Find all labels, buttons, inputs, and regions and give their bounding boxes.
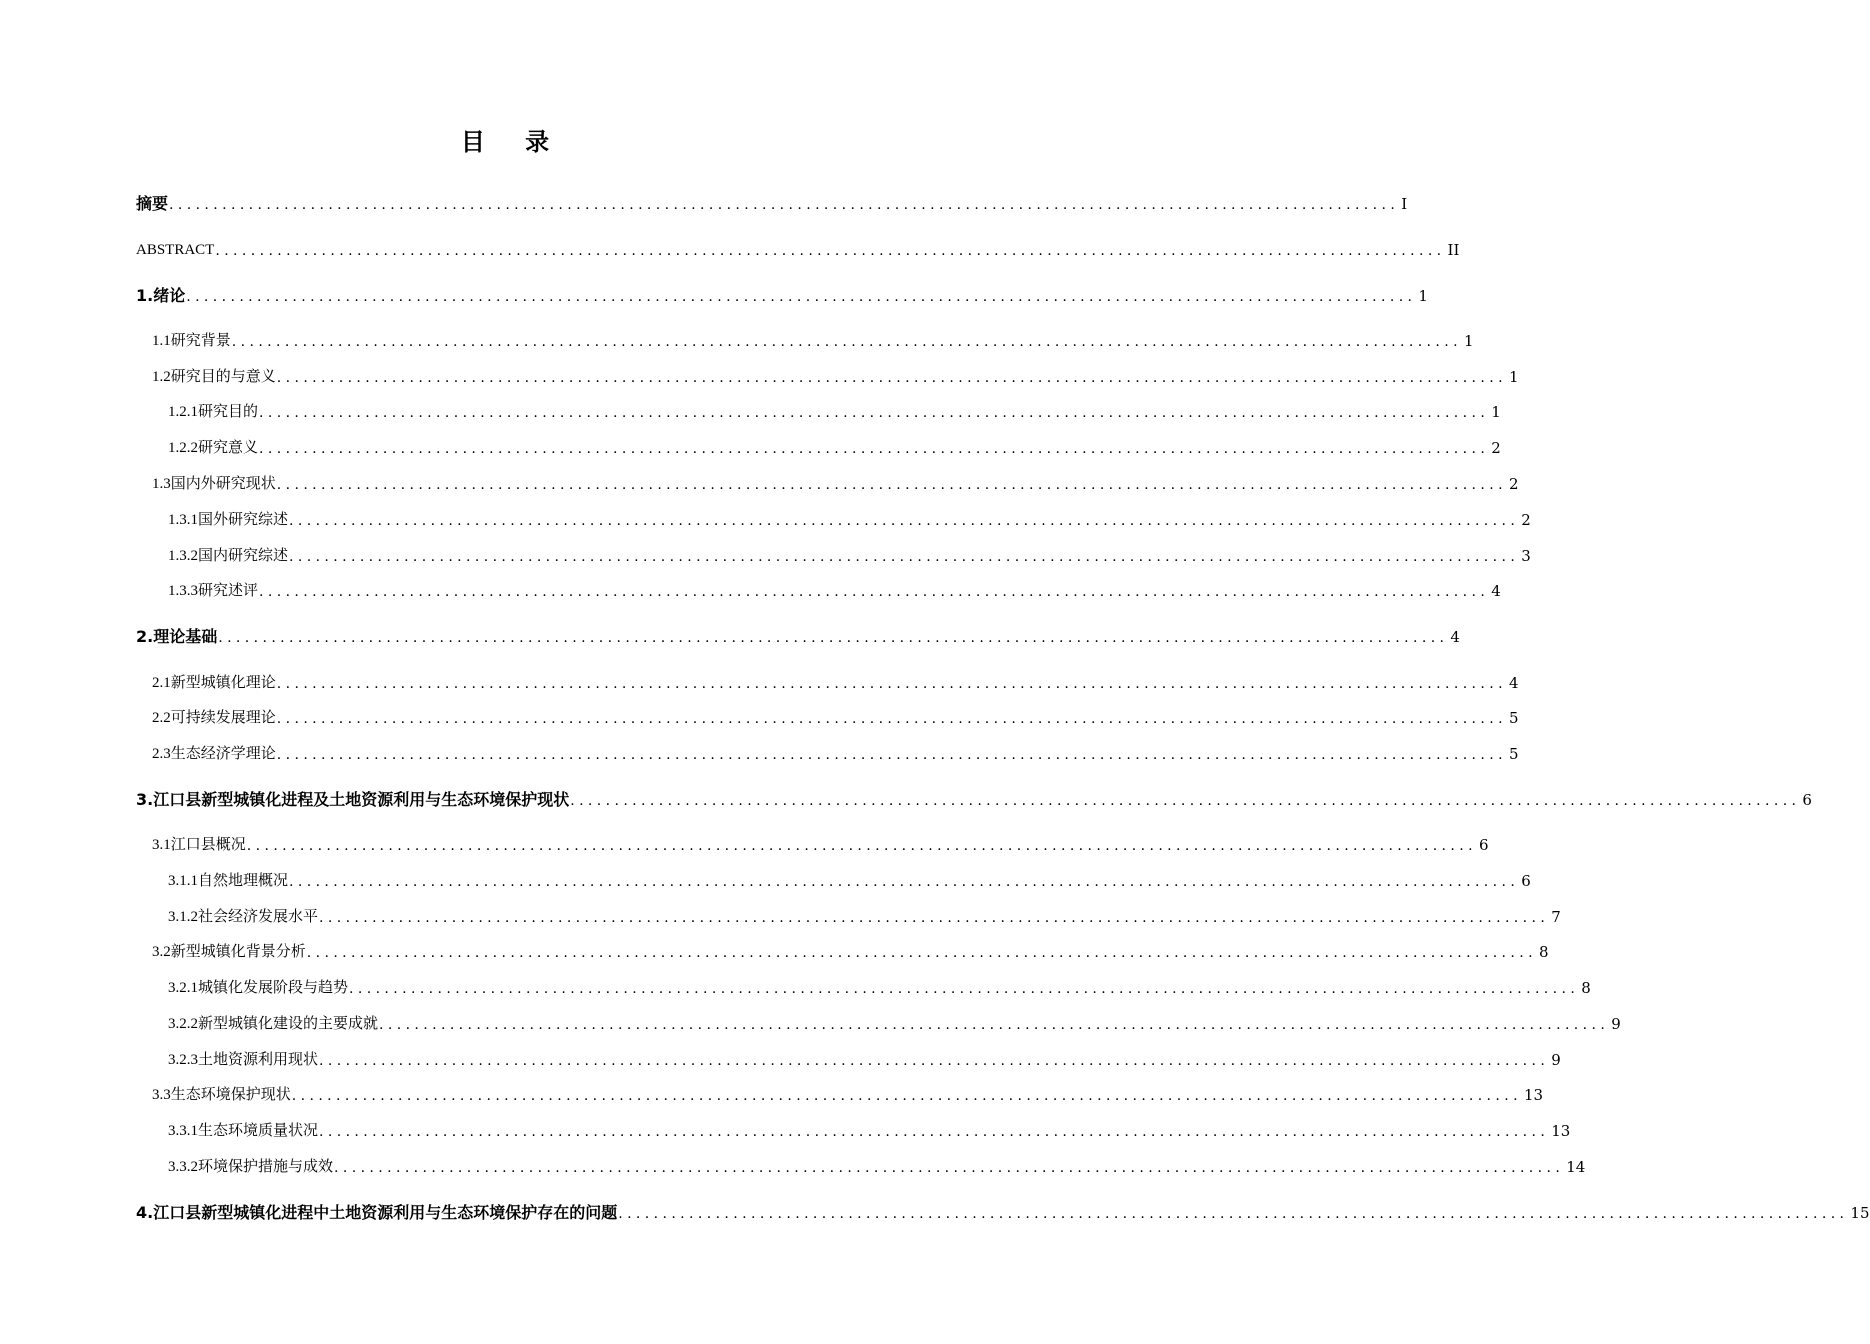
toc-dot-leader: ........................................................................................................................................... [215, 243, 1446, 259]
toc-dot-leader: ........................................................................................................................................... [289, 513, 1520, 529]
toc-page-number: 9 [1611, 1015, 1621, 1033]
toc-dot-leader: ........................................................................................................................................... [289, 549, 1520, 565]
toc-page-number: 8 [1538, 943, 1549, 961]
toc-dot-leader: ........................................................................................................................................... [276, 370, 1507, 386]
toc-entry-label: 3.2.1城镇化发展阶段与趋势 [168, 980, 349, 996]
toc-entry-label: 3.3生态环境保护现状 [152, 1087, 291, 1103]
toc-entry-label: 1.2.2研究意义 [168, 440, 259, 456]
toc-entry-label: 1.3.3研究述评 [168, 583, 259, 599]
toc-page-number: 2 [1521, 511, 1531, 529]
toc-dot-leader: ........................................................................................................................................... [334, 1160, 1565, 1176]
toc-page-number: II [1447, 241, 1460, 259]
toc-dot-leader: ........................................................................................................................................... [319, 1053, 1550, 1069]
toc-entry-label: 1.3.1国外研究综述 [168, 512, 289, 528]
toc-entry[interactable] [136, 623, 1460, 647]
toc-entry[interactable] [152, 1081, 1544, 1105]
toc-entry[interactable] [152, 669, 1519, 693]
toc-entry[interactable] [168, 1010, 1621, 1034]
toc-dot-leader: ........................................................................................................................................... [186, 289, 1417, 305]
toc-dot-leader: ........................................................................................................................................... [618, 1206, 1849, 1222]
toc-page-number: 13 [1551, 1122, 1571, 1140]
toc-page-number: 6 [1521, 872, 1531, 890]
toc-dot-leader: ........................................................................................................................................... [276, 747, 1507, 763]
toc-dot-leader: ........................................................................................................................................... [319, 1124, 1550, 1140]
toc-dot-leader: ........................................................................................................................................... [246, 838, 1477, 854]
toc-page-number: 6 [1478, 836, 1489, 854]
toc-entry[interactable] [152, 938, 1549, 962]
toc-entry[interactable] [168, 434, 1501, 458]
toc-entry[interactable] [168, 1117, 1571, 1141]
toc-page-number: 2 [1508, 475, 1519, 493]
toc-entry[interactable] [168, 867, 1531, 891]
toc-dot-leader: ........................................................................................................................................... [259, 441, 1490, 457]
toc-entry-label: 1.1研究背景 [152, 333, 231, 349]
toc-entry-label: 1.3.2国内研究综述 [168, 548, 289, 564]
toc-dot-leader: ........................................................................................................................................... [306, 945, 1537, 961]
toc-dot-leader: ........................................................................................................................................... [276, 676, 1507, 692]
toc-page-number: 7 [1551, 908, 1561, 926]
toc-dot-leader: ........................................................................................................................................... [259, 405, 1490, 421]
toc-page-number: 4 [1508, 674, 1519, 692]
toc-dot-leader: ........................................................................................................................................... [169, 197, 1400, 213]
toc-entry[interactable] [152, 740, 1519, 764]
toc-entry[interactable] [168, 577, 1501, 601]
toc-page-number: 4 [1450, 628, 1460, 646]
toc-entry[interactable] [168, 398, 1501, 422]
toc-entry[interactable] [152, 470, 1519, 494]
toc-entry-label: 2.3生态经济学理论 [152, 746, 276, 762]
toc-entry-label: ABSTRACT [136, 242, 215, 258]
toc-entry[interactable] [168, 542, 1531, 566]
toc-entry-label: 3.3.1生态环境质量状况 [168, 1123, 319, 1139]
toc-dot-leader: ........................................................................................................................................... [218, 630, 1449, 646]
toc-dot-leader: ........................................................................................................................................... [289, 874, 1520, 890]
toc-page-number: I [1401, 195, 1408, 213]
toc-page-number: 1 [1508, 368, 1519, 386]
toc-entry-label: 3.江口县新型城镇化进程及土地资源利用与生态环境保护现状 [136, 790, 570, 809]
toc-entry[interactable] [152, 831, 1489, 855]
toc-dot-leader: ........................................................................................................................................... [349, 981, 1580, 997]
toc-title: 目 录 [460, 128, 566, 156]
toc-entry[interactable] [136, 786, 1812, 810]
toc-page-number: 2 [1491, 439, 1501, 457]
toc-entry-label: 4.江口县新型城镇化进程中土地资源利用与生态环境保护存在的问题 [136, 1203, 618, 1222]
toc-dot-leader: ........................................................................................................................................... [379, 1017, 1610, 1033]
toc-page-number: 5 [1508, 709, 1519, 727]
toc-page-number: 1 [1463, 332, 1474, 350]
toc-entry[interactable] [168, 506, 1531, 530]
toc-entry-label: 3.1江口县概况 [152, 837, 246, 853]
toc-entry-label: 3.1.2社会经济发展水平 [168, 909, 319, 925]
toc-page-number: 4 [1491, 582, 1501, 600]
toc-entry-label: 3.3.2环境保护措施与成效 [168, 1159, 334, 1175]
toc-page-number: 1 [1491, 403, 1501, 421]
toc-page-number: 8 [1581, 979, 1591, 997]
toc-entry[interactable] [168, 1153, 1586, 1177]
toc-entry-label: 1.2研究目的与意义 [152, 369, 276, 385]
toc-entry[interactable] [136, 282, 1428, 306]
toc-entry[interactable] [152, 327, 1474, 351]
toc-entry-label: 1.绪论 [136, 286, 186, 305]
toc-page-number: 1 [1418, 287, 1428, 305]
toc-page-number: 15 [1850, 1204, 1870, 1222]
toc-page-number: 5 [1508, 745, 1519, 763]
toc-entry[interactable] [168, 974, 1591, 998]
toc-entry[interactable] [168, 1046, 1561, 1070]
toc-entry[interactable] [168, 903, 1561, 927]
toc-entry[interactable] [136, 236, 1460, 260]
toc-entry[interactable] [136, 1199, 1870, 1223]
toc-entry-label: 2.理论基础 [136, 627, 218, 646]
toc-entry-label: 3.2.3土地资源利用现状 [168, 1052, 319, 1068]
toc-dot-leader: ........................................................................................................................................... [570, 793, 1801, 809]
toc-entry-label: 1.2.1研究目的 [168, 404, 259, 420]
toc-entry[interactable] [136, 190, 1408, 214]
toc-dot-leader: ........................................................................................................................................... [231, 334, 1462, 350]
toc-page-number: 3 [1521, 547, 1531, 565]
toc-entry-label: 1.3国内外研究现状 [152, 476, 276, 492]
toc-dot-leader: ........................................................................................................................................... [291, 1088, 1522, 1104]
toc-entry-label: 摘要 [136, 194, 169, 213]
toc-entry-label: 2.1新型城镇化理论 [152, 675, 276, 691]
toc-dot-leader: ........................................................................................................................................... [276, 477, 1507, 493]
toc-page-number: 6 [1802, 791, 1812, 809]
toc-dot-leader: ........................................................................................................................................... [259, 584, 1490, 600]
toc-page-number: 9 [1551, 1051, 1561, 1069]
toc-dot-leader: ........................................................................................................................................... [319, 910, 1550, 926]
toc-dot-leader: ........................................................................................................................................... [276, 711, 1507, 727]
toc-entry-label: 3.1.1自然地理概况 [168, 873, 289, 889]
toc-entry-label: 3.2新型城镇化背景分析 [152, 944, 306, 960]
toc-entry[interactable] [152, 704, 1519, 728]
toc-page-number: 14 [1566, 1158, 1586, 1176]
toc-entry-label: 3.2.2新型城镇化建设的主要成就 [168, 1016, 379, 1032]
toc-page-number: 13 [1523, 1086, 1544, 1104]
toc-entry[interactable] [152, 363, 1519, 387]
toc-entry-label: 2.2可持续发展理论 [152, 710, 276, 726]
